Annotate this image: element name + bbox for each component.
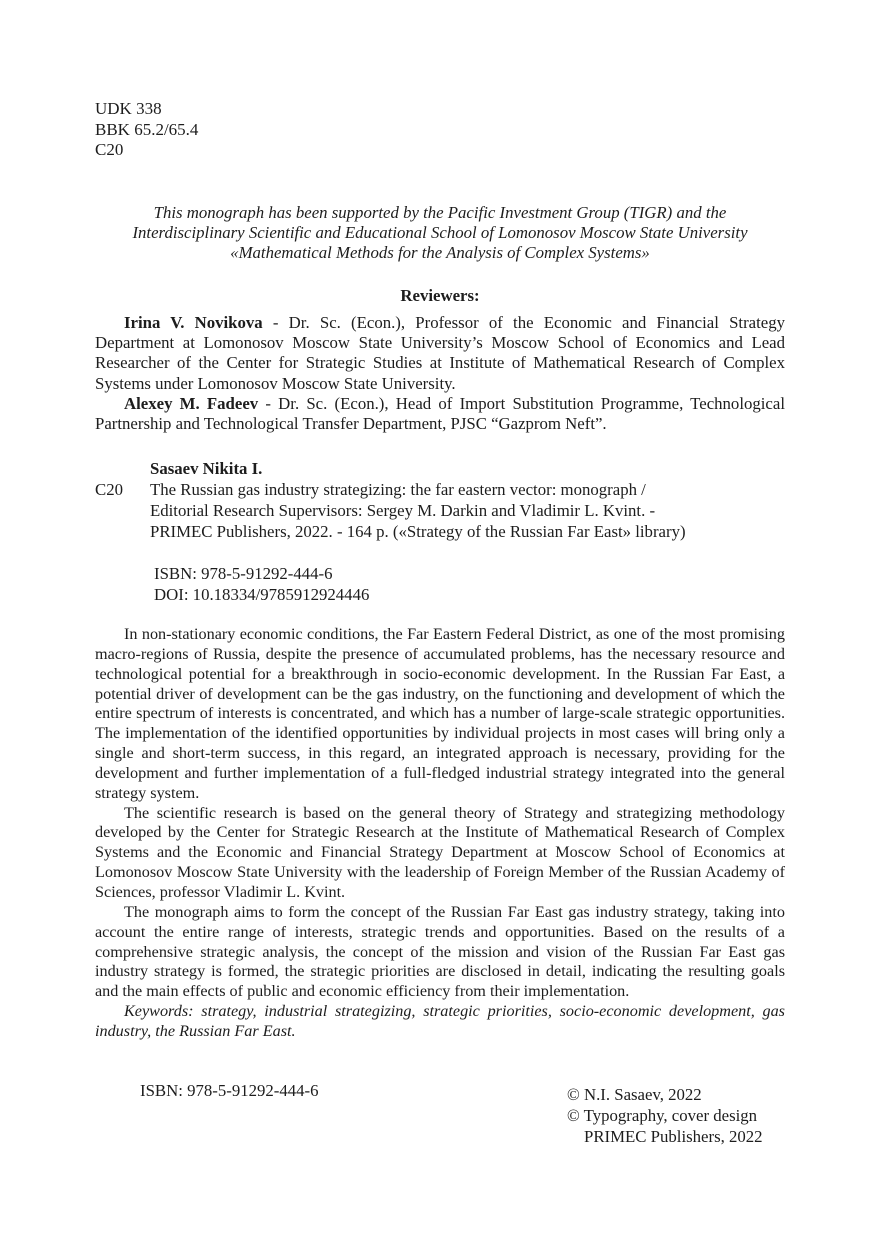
abstract: [95, 625, 785, 1042]
copyright-design: © Typography, cover design: [567, 1106, 758, 1125]
reviewers-heading: Reviewers:: [400, 286, 480, 305]
reviewer-description: - Dr. Sc. (Econ.), Professor of the Economic and Financial Strategy Department at Lomonosov Moscow State University’s Moscow School of Economics and Lead Researcher of the Center for Strategic Studies at Institute of Mathematical Research of Complex Systems under Lomonosov Moscow State University.: [95, 313, 785, 393]
support-note-line: This monograph has been supported by the Pacific Investment Group (TIGR) and the: [153, 203, 727, 222]
keywords: Keywords: strategy, industrial strategizing, strategic priorities, socio-economic development, gas industry, the Russian Far East.: [95, 1002, 785, 1040]
classification-codes: [95, 99, 198, 161]
isbn: ISBN: 978-5-91292-444-6: [154, 564, 333, 583]
bibliographic-record: [95, 458, 785, 542]
udk-code: UDK 338: [95, 99, 162, 118]
copyright-block: [567, 1084, 763, 1147]
abstract-paragraph: The scientific research is based on the general theory of Strategy and strategizing methodology developed by the Center for Strategic Research at the Institute of Mathematical Research of Complex Systems and the Economic and Financial Strategy Department at Moscow School of Economics at Lomonosov Moscow State University with the leadership of Foreign Member of the Russian Academy of Sciences, professor Vladimir L. Kvint.: [95, 803, 785, 901]
doi: DOI: 10.18334/9785912924446: [154, 585, 370, 604]
reviewer-description: - Dr. Sc. (Econ.), Head of Import Substitution Programme, Technological Partnership and Technological Transfer Department, PJSC “Gazprom Neft”.: [95, 393, 785, 434]
reviewer-name: Alexey M. Fadeev: [124, 393, 259, 413]
bib-title-line: Editorial Research Supervisors: Sergey M. Darkin and Vladimir L. Kvint. -: [150, 501, 656, 520]
reviewer-name: Irina V. Novikova: [124, 313, 263, 332]
footer-isbn: ISBN: 978-5-91292-444-6: [140, 1081, 319, 1100]
reviewers-list: [95, 313, 785, 434]
reviewer-entry: [95, 394, 785, 434]
author-mark: C20: [95, 140, 124, 159]
identifiers: [154, 563, 369, 605]
support-note-line: «Mathematical Methods for the Analysis of Complex Systems»: [230, 243, 650, 262]
support-note: [95, 203, 785, 263]
copyright-author: © N.I. Sasaev, 2022: [567, 1085, 702, 1104]
copyright-publisher: PRIMEC Publishers, 2022: [584, 1127, 763, 1146]
bib-code: C20: [95, 480, 123, 499]
abstract-paragraph: The monograph aims to form the concept of the Russian Far East gas industry strategy, taking into account the entire range of interests, strategic trends and opportunities. Based on the results of a comprehensive strategic analysis, the concept of the mission and vision of the Russian Far East gas industry strategy is formed, the strategic priorities are disclosed in detail, indicating the resulting goals and the main effects of public and economic efficiency from their implementation.: [95, 902, 785, 1001]
bib-title-line: The Russian gas industry strategizing: the far eastern vector: monograph /: [150, 480, 646, 499]
reviewer-entry: [95, 313, 785, 394]
bib-title-line: PRIMEC Publishers, 2022. - 164 p. («Strategy of the Russian Far East» library): [150, 522, 686, 541]
support-note-line: Interdisciplinary Scientific and Educational School of Lomonosov Moscow State University: [132, 223, 748, 242]
abstract-paragraph: In non-stationary economic conditions, the Far Eastern Federal District, as one of the most promising macro-regions of Russia, despite the presence of accumulated problems, has the necessary resource and technological potential for a breakthrough in socio-economic development. In the Russian Far East, a potential driver of development can be the gas industry, on the functioning and development of which the entire spectrum of interests is concentrated, and which has a number of large-scale strategic opportunities. The implementation of the identified opportunities by individual projects in most cases will bring only a single and short-term success, in this regard, an integrated approach is necessary, providing for the development and further implementation of a full-fledged industrial strategy integrated into the general strategy system.: [95, 625, 785, 802]
bbk-code: BBK 65.2/65.4: [95, 119, 199, 139]
bib-author: Sasaev Nikita I.: [150, 459, 263, 478]
